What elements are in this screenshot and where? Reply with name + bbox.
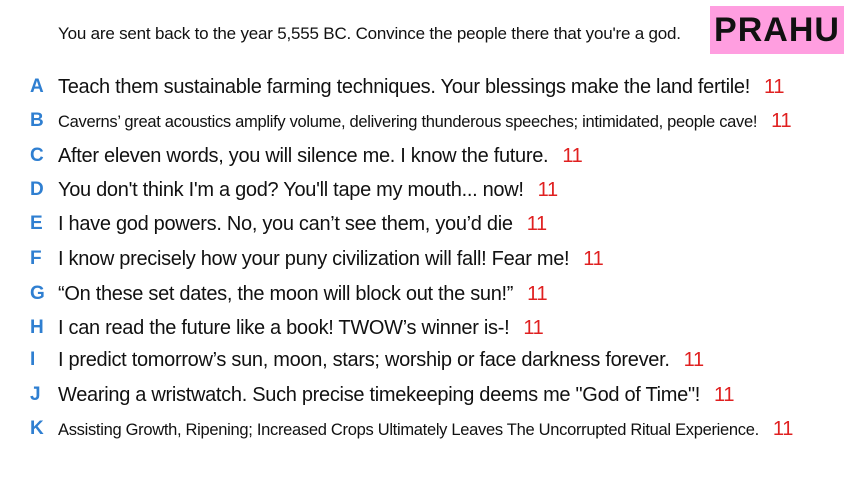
- response-row-k: [0, 416, 853, 442]
- response-letter: I: [30, 349, 36, 370]
- response-text: Wearing a wristwatch. Such precise timekeeping deems me "God of Time"!: [58, 383, 700, 406]
- word-count: 11: [683, 348, 704, 371]
- word-count: 11: [772, 417, 794, 440]
- response-letter: B: [30, 110, 44, 131]
- response-text: Assisting Growth, Ripening; Increased Crops Ultimately Leaves The Uncorrupted Ritual Experience.: [58, 420, 759, 439]
- response-row-j: [0, 382, 853, 408]
- response-row-h: [0, 315, 853, 341]
- response-text: I know precisely how your puny civilization will fall! Fear me!: [58, 247, 570, 270]
- response-text: I have god powers. No, you can’t see them, you’d die: [58, 212, 513, 235]
- response-text: Caverns’ great acoustics amplify volume, delivering thunderous speeches; intimidated, people cave!: [58, 112, 758, 131]
- response-row-g: [0, 281, 853, 307]
- contestant-badge: [710, 6, 844, 54]
- response-row-a: [0, 74, 853, 100]
- word-count: 11: [523, 316, 544, 339]
- response-letter: F: [30, 248, 42, 269]
- response-text: I predict tomorrow’s sun, moon, stars; worship or face darkness forever.: [58, 348, 670, 371]
- response-letter: H: [30, 317, 44, 338]
- response-row-b: [0, 108, 853, 134]
- response-text: Teach them sustainable farming techniques. Your blessings make the land fertile!: [58, 75, 750, 98]
- word-count: 11: [714, 383, 735, 406]
- response-letter: A: [30, 76, 44, 97]
- response-letter: J: [30, 384, 41, 405]
- response-letter: K: [30, 418, 44, 439]
- response-text: After eleven words, you will silence me. I know the future.: [58, 144, 549, 167]
- word-count: 11: [562, 144, 583, 167]
- response-row-i: [0, 347, 853, 373]
- response-row-e: [0, 211, 853, 237]
- word-count: 11: [583, 247, 604, 270]
- response-row-f: [0, 246, 853, 272]
- response-letter: D: [30, 179, 44, 200]
- response-row-d: [0, 177, 853, 203]
- prompt-text: You are sent back to the year 5,555 BC. Convince the people there that you're a god.: [58, 24, 681, 43]
- response-letter: E: [30, 213, 43, 234]
- response-letter: C: [30, 145, 44, 166]
- word-count: 11: [526, 212, 547, 235]
- contestant-name: PRAHU: [714, 10, 840, 49]
- response-row-c: [0, 143, 853, 169]
- word-count: 11: [527, 282, 548, 305]
- word-count: 11: [537, 178, 558, 201]
- word-count: 11: [763, 75, 785, 98]
- word-count: 11: [771, 109, 792, 132]
- response-text: I can read the future like a book! TWOW’s winner is-!: [58, 316, 510, 339]
- response-letter: G: [30, 283, 45, 304]
- response-text: You don't think I'm a god? You'll tape my mouth... now!: [58, 178, 524, 201]
- response-text: “On these set dates, the moon will block out the sun!”: [58, 282, 514, 305]
